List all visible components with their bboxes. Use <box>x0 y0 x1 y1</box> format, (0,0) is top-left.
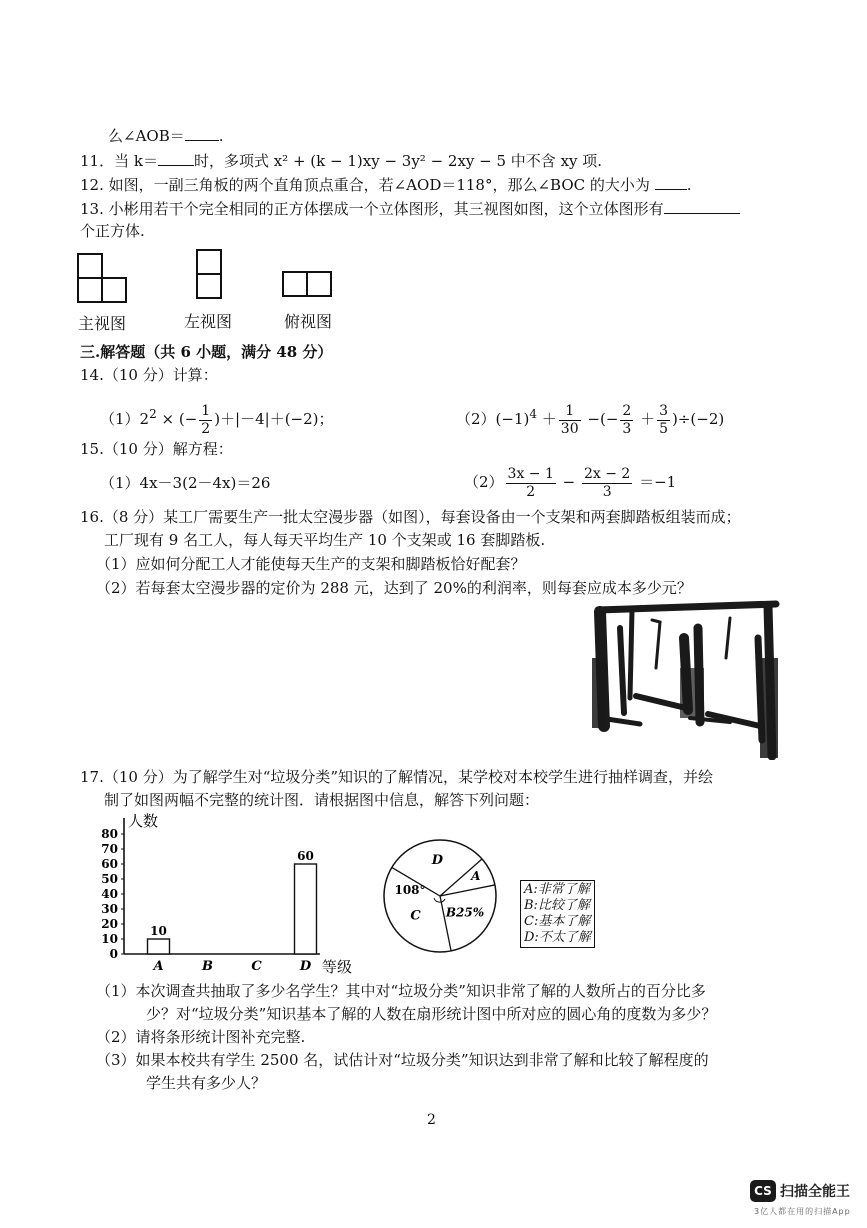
fraction-denominator: 3 <box>602 483 612 500</box>
question-14-title: 14.（10 分）计算： <box>80 366 218 384</box>
q14-p2-text-c: −(− <box>582 410 619 428</box>
section-3-heading: 三.解答题（共 6 小题，满分 48 分） <box>80 343 333 361</box>
q15-part-1 <box>100 472 270 494</box>
fraction-denominator: 2 <box>526 483 536 500</box>
pie-label-d-angle: 108° <box>394 883 426 897</box>
bar-y-tick-label: 30 <box>101 902 118 916</box>
fraction-denominator: 2 <box>201 420 211 437</box>
fraction-numerator: 1 <box>201 402 211 419</box>
legend-item-b: B:比较了解 <box>524 898 590 913</box>
q15-part-2 <box>464 464 676 501</box>
q14-p1-exponent: 2 <box>149 407 157 421</box>
q12-text: 12. 如图，一副三角板的两个直角顶点重合，若∠AOD＝118°，那么∠BOC 的大小为 <box>80 176 650 194</box>
logo-name: 扫描全能王 <box>780 1184 850 1200</box>
question-16-part-1: （1）应如何分配工人才能使每天生产的支架和脚踏板恰好配套？ <box>96 555 526 573</box>
q14-p1-text-b: × (− <box>156 410 198 428</box>
question-13-cont <box>80 220 145 242</box>
question-17-part-3a: （3）如果本校共有学生 2500 名，试估计对“垃圾分类”知识达到非常了解和比较了解程度的 <box>96 1051 709 1069</box>
question-12 <box>80 174 691 196</box>
answer-blank <box>664 199 740 214</box>
bar-category-label: A <box>153 959 164 974</box>
front-view-label: 主视图 <box>78 314 127 333</box>
q14-p2-fraction-3 <box>657 403 670 438</box>
bar-data-label: 10 <box>150 924 167 938</box>
bar-y-tick-label: 10 <box>101 932 118 946</box>
q14-p1-fraction <box>199 403 212 438</box>
q10-tail-line <box>108 125 224 147</box>
pie-label-D: D <box>431 853 444 869</box>
left-view-label: 左视图 <box>184 312 233 331</box>
legend-item-a: A:非常了解 <box>524 882 590 897</box>
fraction-denominator: 3 <box>622 420 632 437</box>
three-views-figure <box>70 248 360 308</box>
q15-p2-rhs: ＝−1 <box>634 473 677 491</box>
left-view-drawing <box>197 250 221 298</box>
front-view-drawing <box>78 254 126 302</box>
bar-category-label: C <box>251 959 262 974</box>
bar-y-tick-label: 40 <box>101 887 118 901</box>
pie-legend <box>520 880 595 948</box>
bar-y-tick-label: 70 <box>101 842 118 856</box>
bar-category-label: D <box>299 959 312 974</box>
question-16-line-2: 工厂现有 9 名工人，每人每天平均生产 10 个支架或 16 套脚踏板. <box>104 531 546 549</box>
fraction-numerator: 2x − 2 <box>584 465 631 482</box>
space-walker-photo <box>590 598 780 760</box>
bar-chart-xlabel: 等级 <box>322 958 353 976</box>
q14-p2-exponent: 4 <box>529 407 538 421</box>
q14-p2-label: （2） <box>456 410 496 428</box>
question-17-part-1b: 少？对“垃圾分类”知识基本了解的人数在扇形统计图中所对应的圆心角的度数为多少？ <box>146 1005 717 1023</box>
fraction-numerator: 2 <box>622 402 632 419</box>
bar-chart <box>90 810 370 980</box>
q14-p2-text-d: ＋ <box>635 410 656 428</box>
q14-p2-fraction-1 <box>559 403 581 438</box>
bar-category-label: B <box>202 959 213 974</box>
question-17-part-3b: 学生共有多少人？ <box>146 1074 267 1092</box>
bar-D <box>295 864 317 954</box>
q14-p2-text-b: ＋ <box>537 410 557 428</box>
q14-p2-fraction-2 <box>620 403 633 438</box>
bar-A <box>148 939 170 954</box>
fraction-numerator: 3 <box>659 402 669 419</box>
top-view-label: 俯视图 <box>284 312 333 331</box>
answer-blank <box>655 175 687 190</box>
bar-y-tick-label: 50 <box>101 872 118 886</box>
q11-text-a: 11．当 k＝ <box>80 152 158 170</box>
bar-y-tick-label: 0 <box>109 947 118 961</box>
question-13 <box>80 198 740 220</box>
q13-text-b: 个正方体. <box>80 222 145 240</box>
q10-tail-end: . <box>218 127 224 145</box>
pie-label-A: A <box>471 869 481 884</box>
bar-y-tick-label: 20 <box>101 917 118 931</box>
q12-end: . <box>686 176 692 194</box>
q15-p1-label: （1） <box>100 474 140 492</box>
answer-blank <box>158 151 194 166</box>
legend-item-d: D:不太了解 <box>524 930 591 945</box>
question-16-part-2: （2）若每套太空漫步器的定价为 288 元，达到了 20%的利润率，则每套应成本多少元？ <box>96 579 692 597</box>
pie-chart <box>380 832 520 972</box>
q14-p2-base: (−1) <box>495 410 530 428</box>
q14-p2-text-e: )÷(−2) <box>672 410 725 428</box>
fraction-numerator: 1 <box>559 403 581 421</box>
logo-subtitle: 3亿人都在用的扫描App <box>754 1207 851 1216</box>
page-number: 2 <box>427 1112 436 1128</box>
question-15-title: 15.（10 分）解方程： <box>80 440 233 458</box>
question-16-line-1: 16.（8 分）某工厂需要生产一批太空漫步器（如图），每套设备由一个支架和两套脚踏板组装而成； <box>80 508 741 526</box>
q14-p1-text-c: )＋|－4|＋(−2)； <box>214 410 334 428</box>
q15-p2-fraction-2 <box>582 466 632 501</box>
q14-p1-label: （1） <box>100 410 140 428</box>
question-11 <box>80 150 602 172</box>
q14-p1-base: 2 <box>139 410 150 428</box>
fraction-denominator: 5 <box>659 420 669 437</box>
question-17-line-2: 制了如图两幅不完整的统计图．请根据图中信息，解答下列问题： <box>104 791 540 809</box>
q14-part-1 <box>100 396 334 438</box>
q15-p2-minus: − <box>557 473 580 491</box>
bar-data-label: 60 <box>297 849 314 863</box>
legend-item-c: C:基本了解 <box>524 914 591 929</box>
bar-y-tick-label: 80 <box>101 827 118 841</box>
q14-part-2 <box>456 396 724 438</box>
bar-y-tick-label: 60 <box>101 857 118 871</box>
scanner-app-logo <box>750 1180 860 1220</box>
q15-p2-fraction-1 <box>506 466 556 501</box>
q15-p2-label: （2） <box>464 473 504 491</box>
answer-blank <box>185 126 219 141</box>
pie-label-C: C <box>410 908 421 924</box>
question-17-line-1: 17.（10 分）为了解学生对“垃圾分类”知识的了解情况，某学校对本校学生进行抽样调查，并绘 <box>80 768 714 786</box>
q11-text-b: 时，多项式 x² + (k − 1)xy − 3y² − 2xy − 5 中不含 xy 项. <box>193 152 603 170</box>
q13-text: 13. 小彬用若干个完全相同的正方体摆成一个立体图形，其三视图如图，这个立体图形有 <box>80 200 664 218</box>
cs-badge-icon: CS <box>750 1180 776 1202</box>
question-17-part-2: （2）请将条形统计图补充完整. <box>96 1028 306 1046</box>
top-view-drawing <box>283 272 331 296</box>
fraction-numerator: 3x − 1 <box>507 465 554 482</box>
fraction-denominator: 30 <box>560 420 579 437</box>
q10-tail-text: 么∠AOB＝ <box>108 127 185 145</box>
pie-label-B: B25% <box>445 905 485 920</box>
q15-p1-equation: 4x－3(2－4x)＝26 <box>139 474 271 492</box>
bar-chart-ylabel: 人数 <box>128 812 159 830</box>
question-17-part-1a: （1）本次调查共抽取了多少名学生？其中对“垃圾分类”知识非常了解的人数所占的百分比多 <box>96 982 706 1000</box>
